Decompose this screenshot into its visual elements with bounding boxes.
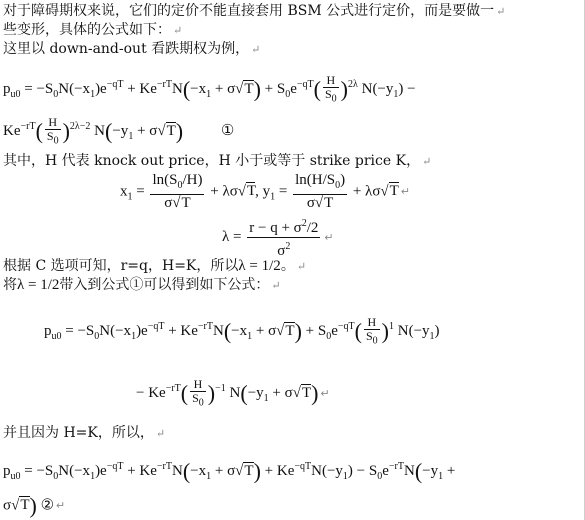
paragraph-definitions: 其中，H 代表 knock out price，H 小于或等于 strike price K， ↵ [3,153,432,169]
paragraph-intro-line2: 些变形，具体的公式如下： ↵ [3,22,183,38]
formula-lambda: λ = $\frac{r - q + \sigma^2/2}{\sigma^2}$ ↵ [222,215,334,260]
formula-3-line-2: − $Ke^{-rT}$( $\frac{H}{S_0}$ )$^{-1}$ $N(-y_1 + \sigma√T)$ ↵ [136,377,330,409]
formula-1-line-1: $p_{u0} = -S_0N(-x_1)e^{-qT} + Ke^{-rT}N(-x_1 + \sigma√T) + S_0e^{-qT}$( $\frac{H}{S_0}$ )$^{2\lambda}$ $N(-y_1)$ − [3,73,416,105]
formula-1-tag: ① [220,123,235,140]
paragraph-intro-line1: 对于障碍期权来说，它们的定价不能直接套用 BSM 公式进行定价，而是要做一 ↵ [3,3,506,19]
formula-2-line-1: $p_{u0} = -S_0N(-x_1)e^{-qT} + Ke^{-rT}N(-x_1 + \sigma√T) + Ke^{-qT}N(-y_1) - S_0e^{-rT}N(-y_1$ + [3,458,456,484]
paragraph-example: 这里以 down-and-out 看跌期权为例， ↵ [3,41,261,57]
formula-1-line-2: $Ke^{-rT}$( $\frac{H}{S_0}$ )$^{2\lambda-2}$ $N(-y_1 + \sigma√T)$ ① [3,115,235,147]
paragraph-substitute: 将λ = 1/2带入到公式①可以得到如下公式： ↵ [3,277,281,293]
formula-2-line-2: σ√T) ② ↵ [3,493,66,518]
formula-x1-y1: $x_1$ = $\frac{\ln(S_0/H)}{\sigma√T}$ + λσ√T, $y_1$ = $\frac{\ln(H/S_0)}{\sigma√T}$ + λσ√T ↵ [120,172,411,211]
formula-2-tag: ② [40,497,55,514]
paragraph-condition: 根据 C 选项可知，r=q，H=K，所以λ = 1/2。 ↵ [3,258,307,274]
paragraph-since: 并且因为 H=K，所以， ↵ [3,425,166,441]
formula-3-line-1: $p_{u0} = -S_0N(-x_1)e^{-qT} + Ke^{-rT}N(-x_1 + \sigma√T) + S_0e^{-qT}$( $\frac{H}{S_0}$ )$^1$ $N(-y_1)$ [44,315,440,347]
